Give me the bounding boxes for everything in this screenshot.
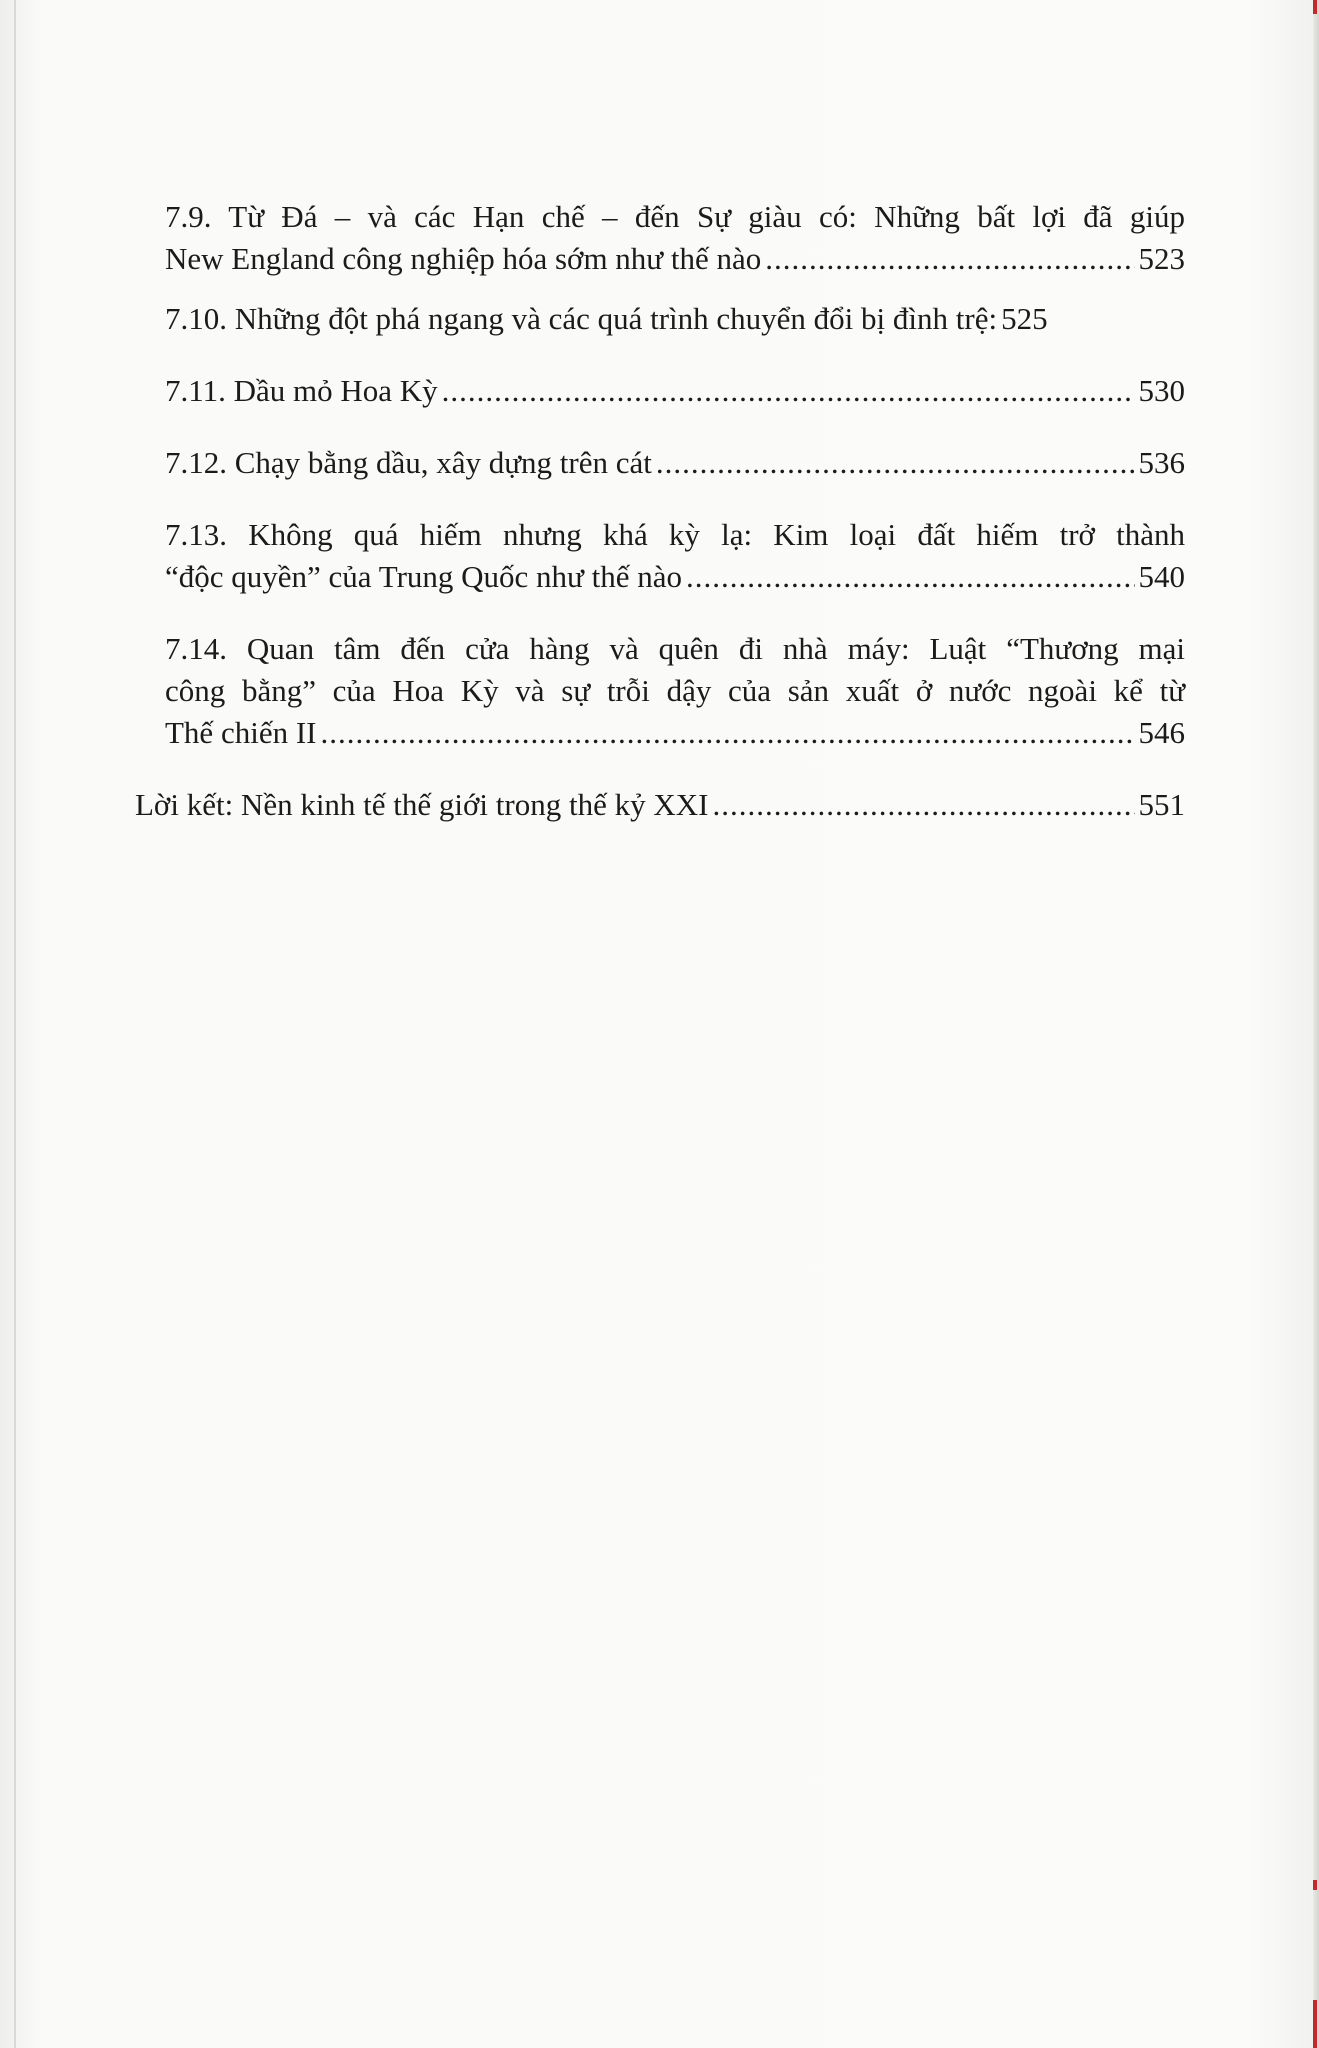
toc-entry-7-14 (135, 628, 1185, 754)
toc-page-number: 530 (1138, 373, 1185, 408)
toc-entry-leader-line (165, 712, 1185, 754)
page-edge-mark (1313, 0, 1317, 14)
toc-entry-leader-line (135, 784, 1185, 826)
toc-page-number: 536 (1138, 445, 1185, 480)
toc-entry-7-13 (135, 514, 1185, 598)
toc-entry-line: công bằng” của Hoa Kỳ và sự trỗi dậy của sản xuất ở nước ngoài kể từ (165, 673, 1185, 708)
page-left-edge (14, 0, 16, 2048)
toc-entry-leader-line (165, 370, 1185, 412)
table-of-contents (135, 196, 1185, 826)
toc-entry-leader-line (165, 298, 1185, 340)
toc-entry-leader-line (165, 442, 1185, 484)
page-right-edge (1313, 0, 1319, 2048)
dot-leader (442, 370, 1135, 412)
toc-entry-title: “độc quyền” của Trung Quốc như thế nào (165, 559, 682, 594)
toc-entry-7-10 (135, 298, 1185, 340)
toc-page-number: 525 (1001, 301, 1048, 336)
toc-entry-line: 7.14. Quan tâm đến cửa hàng và quên đi nhà máy: Luật “Thương mại (165, 631, 1185, 666)
page-edge-mark (1313, 2000, 1317, 2048)
toc-entry-title: Thế chiến II (165, 715, 317, 750)
dot-leader (686, 556, 1135, 598)
toc-entry-title: 7.11. Dầu mỏ Hoa Kỳ (165, 373, 438, 408)
toc-entry-7-11 (135, 370, 1185, 412)
toc-entry-line: 7.9. Từ Đá – và các Hạn chế – đến Sự giàu có: Những bất lợi đã giúp (165, 199, 1185, 234)
dot-leader (320, 712, 1134, 754)
toc-entry-title: 7.12. Chạy bằng dầu, xây dựng trên cát (165, 445, 652, 480)
toc-entry-title: New England công nghiệp hóa sớm như thế nào (165, 241, 762, 276)
dot-leader (712, 784, 1134, 826)
toc-page-number: 546 (1138, 715, 1185, 750)
toc-entry-7-12 (135, 442, 1185, 484)
dot-leader (765, 238, 1134, 280)
toc-entry-line: 7.13. Không quá hiếm nhưng khá kỳ lạ: Kim loại đất hiếm trở thành (165, 517, 1185, 552)
toc-entry-title: 7.10. Những đột phá ngang và các quá trình chuyển đổi bị đình trệ: (165, 301, 998, 336)
toc-entry-7-9 (135, 196, 1185, 280)
toc-page-number: 540 (1138, 559, 1185, 594)
toc-entry-title: Lời kết: Nền kinh tế thế giới trong thế kỷ XXI (135, 787, 709, 822)
toc-page-number: 523 (1138, 241, 1185, 276)
toc-entry-leader-line (165, 238, 1185, 280)
toc-page-number: 551 (1138, 787, 1185, 822)
dot-leader (656, 442, 1135, 484)
toc-entry-leader-line (165, 556, 1185, 598)
toc-entry-epilogue (135, 784, 1185, 826)
page-edge-mark (1313, 1880, 1317, 1890)
